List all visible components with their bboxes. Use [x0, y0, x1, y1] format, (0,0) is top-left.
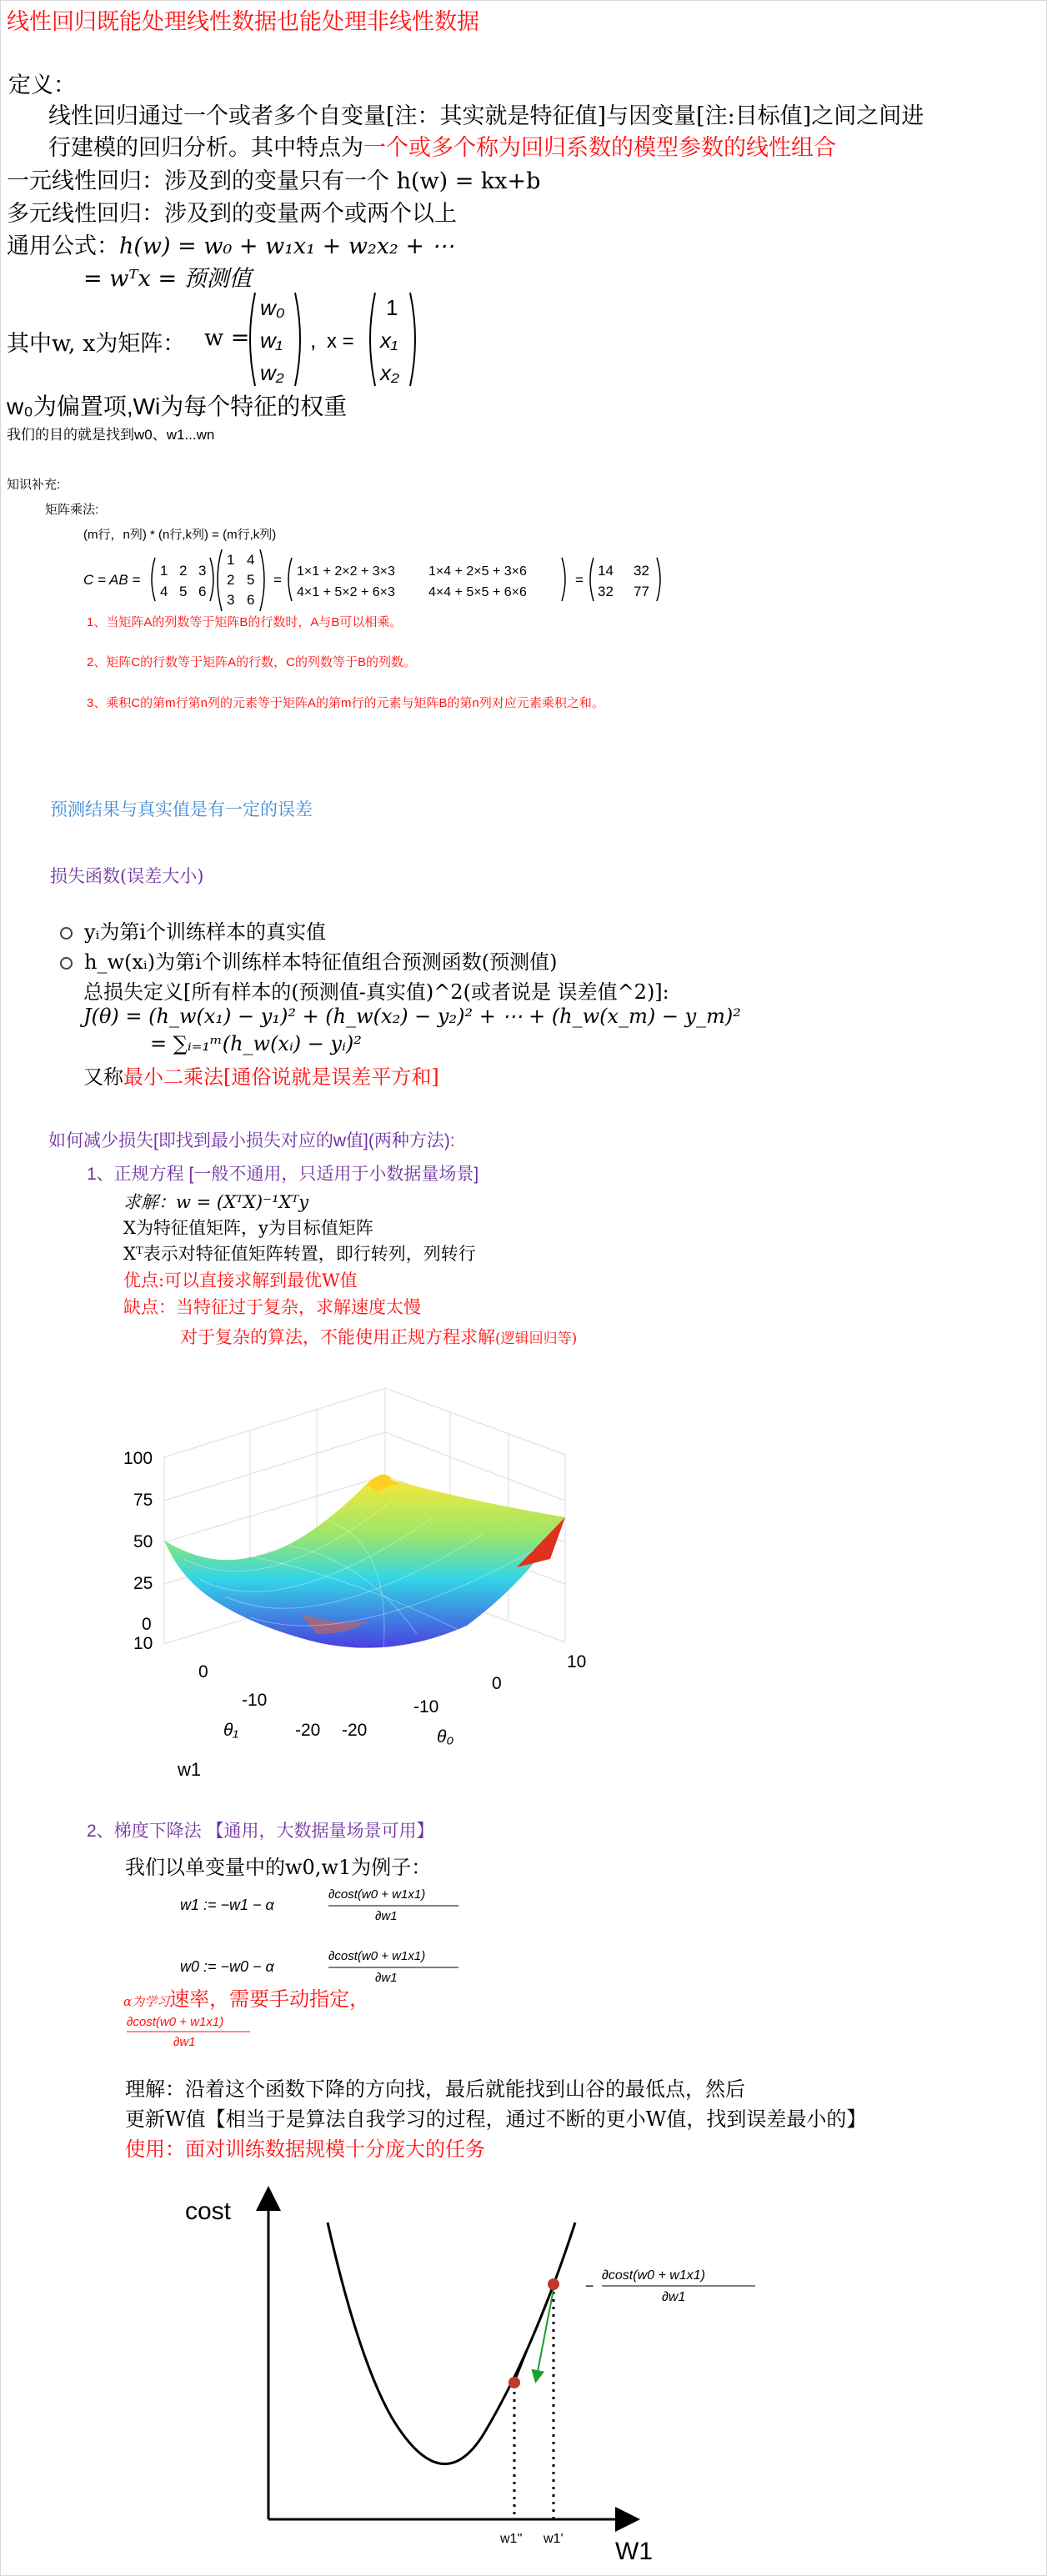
least-squares: 最小二乘法[通俗说就是误差平方和] — [123, 1065, 439, 1089]
matrix-a-cell: 4 — [160, 584, 168, 599]
knowledge-heading: 知识补充: — [7, 478, 61, 492]
matrix-b-cell: 6 — [247, 592, 255, 608]
bias-note: w₀为偏置项,Wi为每个特征的权重 — [7, 393, 348, 419]
gradient-title: 2、梯度下降法 【通用，大数据量场景可用】 — [87, 1822, 434, 1841]
update-w0-lhs: w0 := −w0 − α — [180, 1958, 274, 1975]
surface-caption: w1 — [178, 1759, 202, 1780]
expanded-cell: 1×1 + 2×2 + 3×3 — [297, 564, 395, 579]
alpha-deriv-den: ∂w1 — [173, 2035, 196, 2049]
c-eq-ab: C = AB = — [83, 572, 141, 588]
loss-item-text: h_w(xᵢ)为第i个训练样本特征值组合预测函数(预测值) — [84, 950, 558, 974]
usage-note: 使用：面对训练数据规模十分庞大的任务 — [125, 2137, 485, 2161]
matrix-a-cell: 3 — [198, 563, 207, 579]
normal-equation-pro: 优点:可以直接求解到最优W值 — [123, 1270, 358, 1291]
y-tick: 0 — [198, 1662, 208, 1681]
loss-formula-2: = ∑ᵢ₌₁ᵐ(h_w(xᵢ) − yᵢ)² — [150, 1032, 362, 1055]
cost-x-label: W1 — [615, 2538, 653, 2565]
paren — [288, 558, 292, 601]
result-cell: 32 — [598, 584, 614, 599]
x-tick: 10 — [567, 1652, 587, 1671]
definition-body-line1: 线性回归通过一个或者多个自变量[注：其实就是特征值]与因变量[注:目标值]之间之间进 — [48, 103, 924, 129]
x-tick: -20 — [342, 1721, 368, 1740]
alpha-derivative — [125, 2011, 292, 2052]
least-squares-prefix: 又称 — [83, 1065, 123, 1089]
multiple-regression: 多元线性回归：涉及到的变量两个或两个以上 — [7, 201, 457, 227]
matrix-mult-heading: 矩阵乘法: — [45, 503, 99, 517]
matrix-a-cell: 5 — [179, 584, 188, 599]
normal-equation-con2-main: 对于复杂的算法，不能使用正规方程求解 — [180, 1327, 495, 1347]
update-w1-lhs: w1 := −w1 − α — [180, 1897, 274, 1913]
update-w0-den: ∂w1 — [375, 1971, 398, 1985]
alpha-note — [123, 1982, 369, 2012]
general-formula-row — [7, 228, 454, 260]
loss-total-definition: 总损失定义[所有样本的(预测值-真实值)^2(或者说是 误差值^2)]: — [83, 980, 669, 1004]
w-entry: w₁ — [260, 328, 283, 353]
z-tick: 0 — [142, 1615, 152, 1634]
neg-deriv-num: ∂cost(w0 + w1x1) — [602, 2268, 705, 2283]
matrix-a-cell: 2 — [179, 563, 188, 579]
equals: = — [273, 572, 282, 588]
loss-item — [60, 945, 558, 975]
result-cell: 32 — [634, 563, 649, 579]
z-tick: 50 — [133, 1532, 153, 1551]
loss-formula-1: J(θ) = (h_w(x₁) − y₁)² + (h_w(x₂) − y₂)² + ⋯ + (h_w(x_m) − y_m)² — [83, 1005, 741, 1028]
cost-curve — [328, 2223, 575, 2464]
loss-heading: 损失函数(误差大小) — [50, 866, 204, 886]
matrix-dims: (m行，n列) * (n行,k列) = (m行,k列) — [83, 528, 277, 542]
surface-plot — [108, 1367, 617, 1784]
x-paren-right — [410, 293, 415, 386]
bullet-icon — [60, 957, 73, 970]
definition-highlight: 一个或多个称为回归系数的模型参数的线性组合 — [363, 135, 836, 161]
definition-body-line2 — [48, 129, 836, 162]
matrix-b-cell: 5 — [247, 572, 255, 588]
w-paren-right — [295, 293, 300, 386]
bullet-icon — [60, 927, 73, 940]
x-entry: 1 — [386, 295, 398, 320]
matrix-a-cell: 6 — [198, 584, 207, 599]
paren — [210, 558, 213, 601]
general-formula: h(w) = w₀ + w₁x₁ + w₂x₂ + ⋯ — [119, 233, 454, 259]
least-squares-row — [83, 1060, 439, 1090]
result-cell: 77 — [634, 584, 649, 599]
reduce-heading: 如何减少损失[即找到最小损失对应的w值](两种方法): — [48, 1131, 455, 1150]
neg-deriv-den: ∂w1 — [662, 2290, 686, 2304]
normal-equation-x: X为特征值矩阵，y为目标值矩阵 — [123, 1218, 373, 1238]
loss-item-text: yᵢ为第i个训练样本的真实值 — [84, 920, 327, 944]
normal-equation-xt: Xᵀ表示对特征值矩阵转置，即行转列，列转行 — [123, 1244, 476, 1264]
general-formula-2: = wᵀx = 预测值 — [83, 266, 252, 292]
general-formula-label: 通用公式： — [7, 233, 119, 259]
paren — [152, 558, 155, 601]
update-w1-num: ∂cost(w0 + w1x1) — [328, 1887, 426, 1902]
matrix-b-cell: 2 — [227, 572, 235, 588]
equals: = — [575, 572, 584, 588]
matrix-rule: 1、当矩阵A的列数等于矩阵B的行数时，A与B可以相乘。 — [87, 615, 403, 629]
normal-equation-title: 1、正规方程 [一般不通用，只适用于小数据量场景] — [87, 1165, 479, 1184]
matrix-label: 其中w, x为矩阵： — [7, 331, 186, 357]
normal-equation-con2-tail: (逻辑回归等) — [495, 1331, 578, 1347]
matrix-b-cell: 1 — [227, 552, 235, 568]
x-label: x = — [327, 330, 354, 353]
w-label: w = — [204, 325, 250, 351]
cost-y-label: cost — [185, 2198, 232, 2225]
matrix-a-cell: 1 — [160, 563, 168, 579]
column-vectors — [243, 288, 427, 392]
tick-w1p: w1' — [544, 2532, 564, 2546]
neg-sign: − — [585, 2278, 594, 2294]
understand-line2: 更新W值【相当于是算法自我学习的过程，通过不断的更小W值，找到误差最小的】 — [125, 2107, 867, 2131]
x-entry: x₁ — [380, 328, 398, 353]
matrix-b-cell: 3 — [227, 592, 235, 608]
x-entry: x₂ — [380, 360, 399, 385]
alpha-deriv-num: ∂cost(w0 + w1x1) — [127, 2015, 224, 2029]
point-w1pp — [508, 2377, 520, 2388]
definition-heading: 定义： — [8, 73, 76, 98]
alpha-note-small: α为学习 — [123, 1994, 170, 2009]
update-w0-num: ∂cost(w0 + w1x1) — [328, 1949, 426, 1963]
goal-note: 我们的目的就是找到w0、w1...wn — [7, 427, 215, 443]
z-tick: 25 — [133, 1574, 153, 1593]
x-tick: -10 — [413, 1697, 439, 1716]
y-tick: -20 — [295, 1721, 321, 1740]
simple-regression: 一元线性回归：涉及到的变量只有一个 h(w) = kx+b — [7, 168, 541, 194]
z-tick: 75 — [133, 1491, 153, 1510]
page-title: 线性回归既能处理线性数据也能处理非线性数据 — [7, 9, 479, 35]
y-tick: -10 — [242, 1691, 268, 1710]
point-w1p — [548, 2278, 559, 2290]
cost-curve-plot — [175, 2183, 792, 2566]
tangent-line — [514, 2284, 554, 2383]
x-paren-left — [370, 293, 375, 386]
descent-arrow — [536, 2289, 554, 2380]
loss-item — [60, 915, 326, 945]
y-tick: 10 — [133, 1634, 153, 1653]
normal-equation-solve: 求解：w = (XᵀX)⁻¹Xᵀy — [123, 1192, 309, 1212]
expanded-cell: 4×4 + 5×5 + 6×6 — [428, 585, 527, 599]
result-cell: 14 — [598, 563, 614, 579]
matrix-rule: 2、矩阵C的行数等于矩阵A的行数，C的列数等于B的列数。 — [87, 655, 417, 669]
matrix-b-cell: 4 — [247, 552, 255, 568]
expanded-cell: 1×4 + 2×5 + 3×6 — [428, 564, 527, 579]
y-axis-label: θ₁ — [223, 1721, 239, 1740]
gradient-example: 我们以单变量中的w0,w1为例子： — [125, 1856, 432, 1879]
tick-w1pp: w1'' — [500, 2532, 523, 2546]
definition-body-prefix: 行建模的回归分析。其中特点为 — [48, 135, 363, 161]
paren — [260, 549, 264, 611]
comma: , — [310, 328, 317, 353]
w-entry: w₀ — [260, 295, 285, 320]
z-tick: 100 — [123, 1449, 153, 1468]
alpha-note-big: 速率，需要手动指定， — [169, 1987, 370, 2011]
paren — [657, 558, 660, 601]
expanded-cell: 4×1 + 5×2 + 6×3 — [297, 585, 395, 599]
x-axis-label: θ₀ — [437, 1727, 454, 1747]
error-note: 预测结果与真实值是有一定的误差 — [50, 799, 313, 819]
w-paren-left — [250, 293, 255, 386]
paren — [590, 558, 594, 601]
paren — [218, 549, 222, 611]
w-entry: w₂ — [260, 360, 284, 385]
understand-line1: 理解：沿着这个函数下降的方向找，最后就能找到山谷的最低点，然后 — [125, 2077, 745, 2101]
x-tick: 0 — [492, 1674, 502, 1693]
paren — [562, 558, 565, 601]
normal-equation-con: 缺点：当特征过于复杂，求解速度太慢 — [123, 1297, 421, 1317]
matrix-product — [83, 546, 717, 613]
matrix-rule: 3、乘积C的第m行第n列的元素等于矩阵A的第m行的元素与矩阵B的第n列对应元素乘积之和。 — [87, 696, 604, 710]
normal-equation-con2 — [180, 1324, 577, 1349]
update-w1-den: ∂w1 — [375, 1909, 398, 1923]
